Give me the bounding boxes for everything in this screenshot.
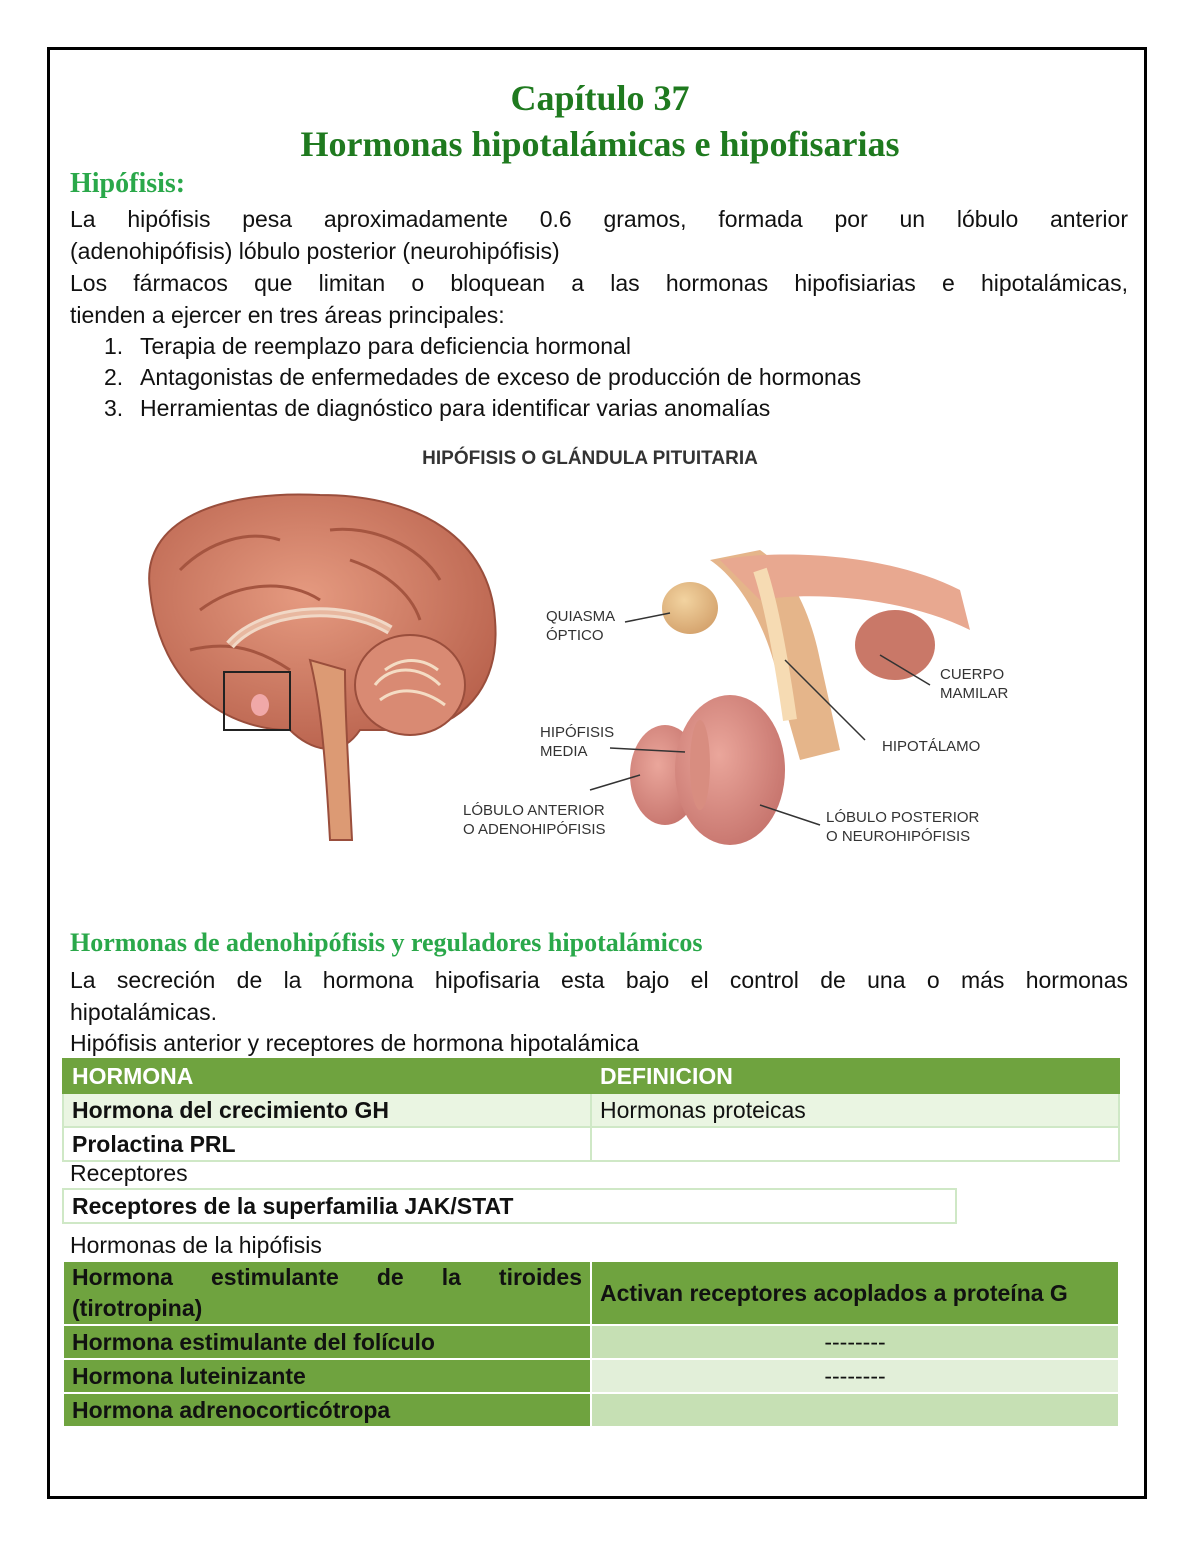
table-header-row (63, 1059, 1119, 1093)
pituitary-drawing (590, 550, 970, 845)
list-text: Herramientas de diagnóstico para identificar varias anomalías (140, 395, 771, 421)
label-line: LÓBULO POSTERIOR (826, 809, 980, 826)
label-line: O NEUROHIPÓFISIS (826, 828, 971, 845)
label-line: QUIASMA (546, 608, 616, 625)
table-row (63, 1189, 956, 1223)
cell-hormona: Prolactina PRL (63, 1127, 591, 1161)
label-line: MEDIA (540, 743, 588, 760)
chapter-title: Hormonas hipotalámicas e hipofisarias (300, 124, 900, 164)
table-row (63, 1127, 1119, 1161)
cell-hormona: Hormona adrenocorticótropa (63, 1393, 591, 1427)
cell-definicion: Activan receptores acoplados a proteína G (591, 1261, 1119, 1325)
paragraph-line: La secreción de la hormona hipofisaria esta bajo el control de una o más hormonas (70, 967, 1128, 993)
table3-caption: Hormonas de la hipófisis (70, 1232, 322, 1258)
label-hipotalamo: HIPOTÁLAMO (882, 738, 981, 755)
cell-definicion: -------- (591, 1325, 1119, 1359)
label-line: MAMILAR (940, 685, 1009, 702)
paragraph-line: La hipófisis pesa aproximadamente 0.6 gramos, formada por un lóbulo anterior (70, 206, 1128, 232)
list-number: 3. (104, 395, 124, 421)
cell-definicion: -------- (591, 1359, 1119, 1393)
list-item (104, 393, 861, 424)
header-definicion: DEFINICION (591, 1059, 1119, 1093)
list-item (104, 331, 861, 362)
paragraph-line: hipotalámicas. (70, 999, 218, 1025)
label-lobulo-posterior (826, 808, 979, 846)
table-row (63, 1359, 1119, 1393)
label-cuerpo-mamilar (940, 665, 1008, 703)
label-line: HIPÓFISIS (540, 724, 615, 741)
pituitary-hormones-table (62, 1260, 1120, 1428)
table-row (63, 1261, 1119, 1325)
brain-drawing (149, 494, 495, 840)
numbered-list (104, 331, 861, 424)
figure-title: HIPÓFISIS O GLÁNDULA PITUITARIA (422, 448, 758, 469)
label-line: CUERPO (940, 666, 1005, 683)
table-row (63, 1325, 1119, 1359)
section-heading-hipofisis: Hipófisis: (70, 168, 186, 199)
cell-hormona: Hormona luteinizante (63, 1359, 591, 1393)
list-number: 2. (104, 364, 124, 390)
receptors-table (62, 1188, 957, 1224)
list-text: Antagonistas de enfermedades de exceso de producción de hormonas (140, 364, 862, 390)
table1-caption: Hipófisis anterior y receptores de hormona hipotalámica (70, 1030, 639, 1056)
cell-definicion (591, 1393, 1119, 1427)
cell-hormona: Hormona estimulante del folículo (63, 1325, 591, 1359)
label-line: LÓBULO ANTERIOR (463, 802, 605, 819)
hormone-table (62, 1058, 1120, 1162)
list-text: Terapia de reemplazo para deficiencia hormonal (140, 333, 631, 359)
label-lobulo-anterior (463, 801, 606, 839)
label-quiasma (546, 607, 615, 645)
paragraph-line: Los fármacos que limitan o bloquean a las hormonas hipofisiarias e hipotalámicas, (70, 270, 1128, 296)
section-heading-adenohipofisis: Hormonas de adenohipófisis y reguladores hipotalámicos (70, 928, 703, 957)
list-item (104, 362, 861, 393)
paragraph-line: (adenohipófisis) lóbulo posterior (neurohipófisis) (70, 238, 560, 264)
cell-hormona: Hormona del crecimiento GH (63, 1093, 591, 1127)
paragraph-hipofisis (70, 203, 1128, 331)
paragraph-secrecion (70, 964, 1128, 1028)
table-row (63, 1093, 1119, 1127)
table-row (63, 1393, 1119, 1427)
list-number: 1. (104, 333, 124, 359)
receptors-caption: Receptores (70, 1160, 188, 1186)
cell-receptor: Receptores de la superfamilia JAK/STAT (63, 1189, 956, 1223)
cell-definicion: Hormonas proteicas (591, 1093, 1119, 1127)
label-line: ÓPTICO (546, 627, 604, 644)
paragraph-line: tienden a ejercer en tres áreas principales: (70, 302, 505, 328)
label-hipofisis-media (540, 723, 614, 761)
chapter-number: Capítulo 37 (510, 78, 690, 118)
cell-definicion (591, 1127, 1119, 1161)
header-hormona: HORMONA (63, 1059, 591, 1093)
cell-hormona: Hormona estimulante de la tiroides (tirotropina) (63, 1261, 591, 1325)
label-line: O ADENOHIPÓFISIS (463, 821, 606, 838)
